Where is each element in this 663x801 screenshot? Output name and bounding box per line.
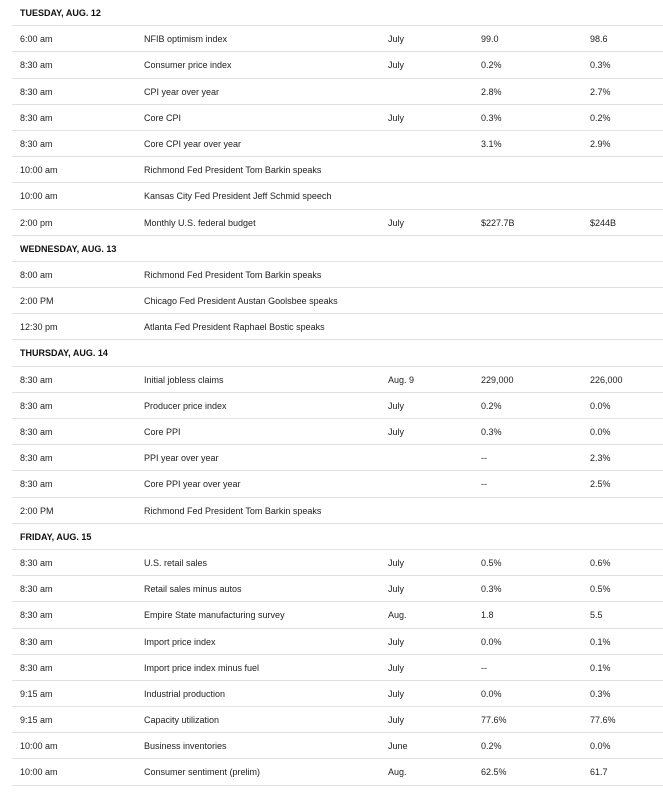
event-forecast: -- bbox=[481, 453, 487, 464]
event-name: Retail sales minus autos bbox=[144, 584, 242, 595]
economic-calendar-table bbox=[12, 0, 663, 786]
event-time: 2:00 PM bbox=[20, 296, 54, 307]
event-period: July bbox=[388, 636, 405, 647]
event-time: 8:30 am bbox=[20, 662, 53, 673]
event-name: Import price index bbox=[144, 636, 216, 647]
table-row bbox=[12, 157, 663, 183]
event-time: 8:30 am bbox=[20, 112, 53, 123]
event-forecast: -- bbox=[481, 662, 487, 673]
event-forecast: 2.8% bbox=[481, 86, 502, 97]
event-period: July bbox=[388, 217, 405, 228]
day-header-label: THURSDAY, AUG. 14 bbox=[20, 348, 108, 359]
event-name: Core PPI year over year bbox=[144, 479, 241, 490]
event-forecast: $227.7B bbox=[481, 217, 515, 228]
event-forecast: 0.3% bbox=[481, 584, 502, 595]
event-time: 12:30 pm bbox=[20, 322, 58, 333]
table-row bbox=[12, 759, 663, 785]
event-name: Monthly U.S. federal budget bbox=[144, 217, 256, 228]
table-row bbox=[12, 733, 663, 759]
event-name: Richmond Fed President Tom Barkin speaks bbox=[144, 269, 322, 280]
event-previous: 0.0% bbox=[590, 427, 611, 437]
event-previous: 98.6 bbox=[590, 34, 608, 45]
event-previous: 77.6% bbox=[590, 715, 616, 726]
event-time: 8:30 am bbox=[20, 610, 53, 621]
day-header-label: FRIDAY, AUG. 15 bbox=[20, 531, 92, 542]
event-forecast: 0.3% bbox=[481, 112, 502, 123]
event-time: 8:30 am bbox=[20, 374, 53, 385]
event-previous: 0.5% bbox=[590, 584, 611, 595]
event-previous: 2.9% bbox=[590, 138, 611, 149]
event-time: 8:30 am bbox=[20, 138, 53, 149]
day-header bbox=[12, 0, 663, 26]
table-row bbox=[12, 288, 663, 314]
event-period: July bbox=[388, 112, 405, 123]
event-previous: 61.7 bbox=[590, 767, 608, 778]
event-name: Capacity utilization bbox=[144, 715, 220, 726]
table-row bbox=[12, 314, 663, 340]
table-row bbox=[12, 131, 663, 157]
table-row bbox=[12, 550, 663, 576]
event-time: 9:15 am bbox=[20, 688, 53, 699]
event-name: Core PPI bbox=[144, 427, 181, 437]
table-row bbox=[12, 183, 663, 209]
event-period: July bbox=[388, 584, 405, 595]
event-time: 10:00 am bbox=[20, 165, 58, 176]
event-name: Kansas City Fed President Jeff Schmid speech bbox=[144, 191, 332, 202]
event-time: 8:30 am bbox=[20, 636, 53, 647]
day-header bbox=[12, 524, 663, 550]
event-name: Industrial production bbox=[144, 688, 226, 699]
table-row bbox=[12, 262, 663, 288]
event-previous: 0.6% bbox=[590, 557, 611, 568]
day-header-label: WEDNESDAY, AUG. 13 bbox=[20, 243, 117, 254]
event-previous: 226,000 bbox=[590, 374, 623, 385]
event-previous: 0.3% bbox=[590, 688, 611, 699]
event-forecast: 0.0% bbox=[481, 636, 502, 647]
event-time: 8:30 am bbox=[20, 60, 53, 71]
event-time: 9:15 am bbox=[20, 715, 53, 726]
event-time: 8:30 am bbox=[20, 427, 53, 437]
day-header bbox=[12, 236, 663, 262]
event-previous: 2.7% bbox=[590, 86, 611, 97]
event-previous: 0.0% bbox=[590, 741, 611, 752]
event-forecast: 0.5% bbox=[481, 557, 502, 568]
day-header bbox=[12, 340, 663, 366]
event-period: July bbox=[388, 400, 405, 411]
event-name: Consumer price index bbox=[144, 60, 232, 71]
event-previous: 2.5% bbox=[590, 479, 611, 490]
event-forecast: 0.2% bbox=[481, 60, 502, 71]
event-name: Chicago Fed President Austan Goolsbee speaks bbox=[144, 296, 338, 307]
event-previous: 0.3% bbox=[590, 60, 611, 71]
event-period: July bbox=[388, 34, 405, 45]
event-period: Aug. 9 bbox=[388, 374, 415, 385]
table-row bbox=[12, 498, 663, 524]
event-name: PPI year over year bbox=[144, 453, 219, 464]
event-name: Initial jobless claims bbox=[144, 374, 224, 385]
event-time: 8:30 am bbox=[20, 400, 53, 411]
event-previous: 0.1% bbox=[590, 662, 611, 673]
event-forecast: 0.0% bbox=[481, 688, 502, 699]
event-period: July bbox=[388, 662, 405, 673]
table-row bbox=[12, 629, 663, 655]
event-previous: 0.2% bbox=[590, 112, 611, 123]
table-row bbox=[12, 26, 663, 52]
event-time: 8:30 am bbox=[20, 479, 53, 490]
table-row bbox=[12, 655, 663, 681]
event-name: U.S. retail sales bbox=[144, 557, 208, 568]
event-forecast: 1.8 bbox=[481, 610, 494, 621]
event-time: 8:30 am bbox=[20, 557, 53, 568]
event-forecast: 62.5% bbox=[481, 767, 507, 778]
event-name: Business inventories bbox=[144, 741, 227, 752]
event-previous: 2.3% bbox=[590, 453, 611, 464]
event-period: July bbox=[388, 427, 405, 437]
event-time: 8:00 am bbox=[20, 269, 53, 280]
event-time: 10:00 am bbox=[20, 191, 58, 202]
event-period: July bbox=[388, 715, 405, 726]
event-forecast: 229,000 bbox=[481, 374, 514, 385]
event-forecast: 77.6% bbox=[481, 715, 507, 726]
event-time: 8:30 am bbox=[20, 584, 53, 595]
event-forecast: -- bbox=[481, 479, 487, 490]
event-period: July bbox=[388, 60, 405, 71]
table-row bbox=[12, 471, 663, 497]
table-row bbox=[12, 367, 663, 393]
table-row bbox=[12, 419, 663, 445]
event-forecast: 0.2% bbox=[481, 400, 502, 411]
table-row bbox=[12, 681, 663, 707]
table-row bbox=[12, 707, 663, 733]
day-header-label: TUESDAY, AUG. 12 bbox=[20, 8, 101, 18]
event-time: 2:00 pm bbox=[20, 217, 53, 228]
table-row bbox=[12, 79, 663, 105]
table-row bbox=[12, 393, 663, 419]
table-row bbox=[12, 52, 663, 78]
event-forecast: 99.0 bbox=[481, 34, 499, 45]
event-name: Core CPI year over year bbox=[144, 138, 242, 149]
table-row bbox=[12, 210, 663, 236]
event-name: Atlanta Fed President Raphael Bostic speaks bbox=[144, 322, 325, 333]
table-row bbox=[12, 105, 663, 131]
table-row bbox=[12, 576, 663, 602]
event-time: 10:00 am bbox=[20, 767, 58, 778]
event-forecast: 0.3% bbox=[481, 427, 502, 437]
event-name: Producer price index bbox=[144, 400, 227, 411]
event-period: July bbox=[388, 557, 405, 568]
event-time: 8:30 am bbox=[20, 86, 53, 97]
event-time: 8:30 am bbox=[20, 453, 53, 464]
event-time: 2:00 PM bbox=[20, 505, 54, 516]
event-previous: 5.5 bbox=[590, 610, 603, 621]
event-name: Empire State manufacturing survey bbox=[144, 610, 285, 621]
event-forecast: 3.1% bbox=[481, 138, 502, 149]
event-previous: $244B bbox=[590, 217, 617, 228]
event-name: CPI year over year bbox=[144, 86, 220, 97]
event-period: Aug. bbox=[388, 767, 407, 778]
event-period: Aug. bbox=[388, 610, 407, 621]
table-row bbox=[12, 445, 663, 471]
event-period: July bbox=[388, 688, 405, 699]
event-period: June bbox=[388, 741, 408, 752]
event-name: Consumer sentiment (prelim) bbox=[144, 767, 261, 778]
event-previous: 0.1% bbox=[590, 636, 611, 647]
event-forecast: 0.2% bbox=[481, 741, 502, 752]
event-previous: 0.0% bbox=[590, 400, 611, 411]
event-name: Richmond Fed President Tom Barkin speaks bbox=[144, 165, 322, 176]
event-time: 10:00 am bbox=[20, 741, 58, 752]
event-name: Core CPI bbox=[144, 112, 182, 123]
event-name: NFIB optimism index bbox=[144, 34, 228, 45]
event-name: Richmond Fed President Tom Barkin speaks bbox=[144, 505, 322, 516]
event-time: 6:00 am bbox=[20, 34, 53, 45]
event-name: Import price index minus fuel bbox=[144, 662, 260, 673]
table-row bbox=[12, 602, 663, 628]
